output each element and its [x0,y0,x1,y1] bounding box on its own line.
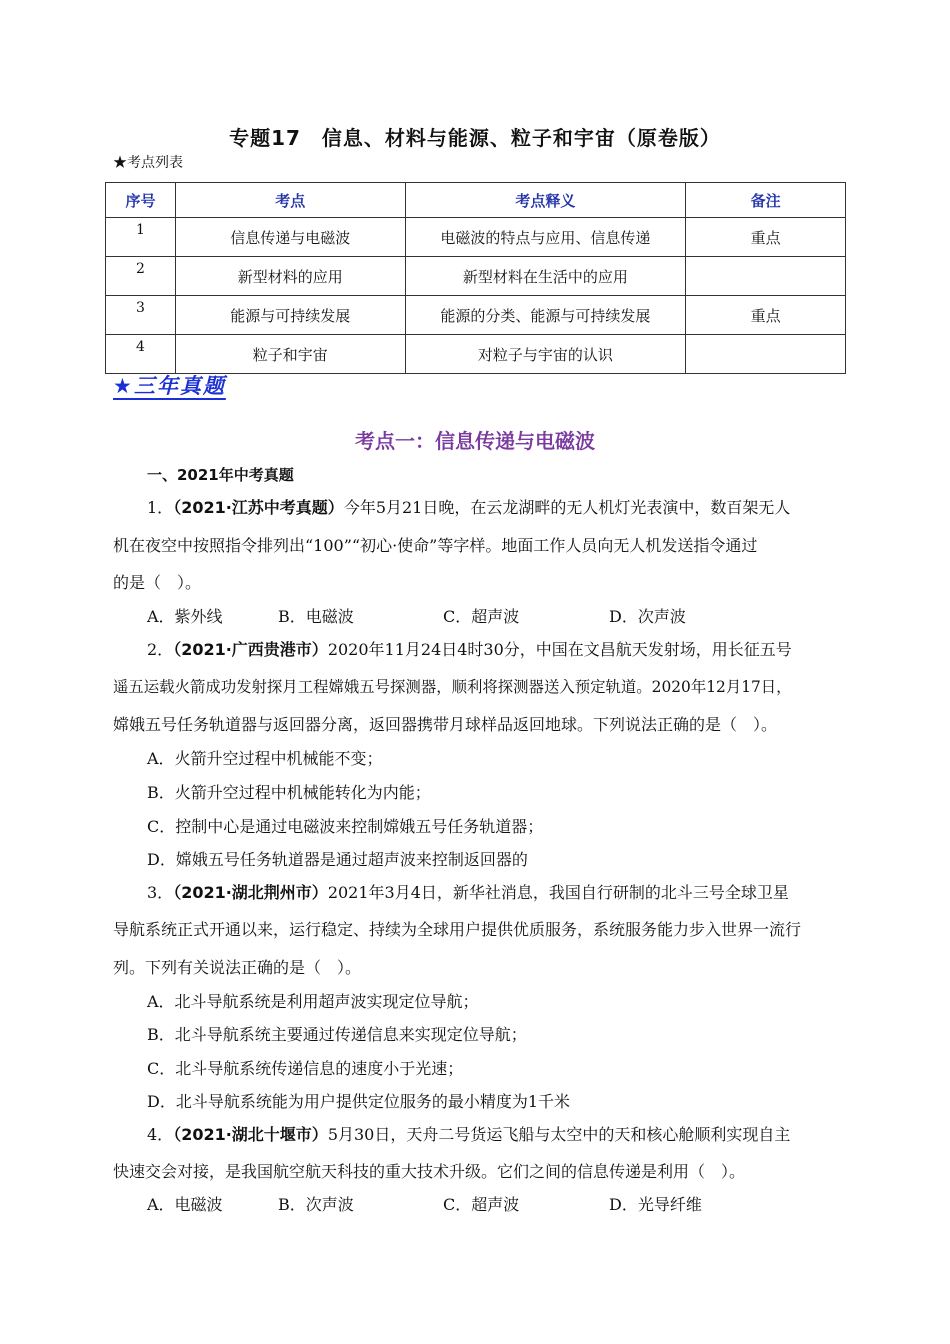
cell-seq: 4 [106,335,176,374]
document-title: 专题17 信息、材料与能源、粒子和宇宙（原卷版） [229,126,721,150]
option-c: C．北斗导航系统传递信息的速度小于光速； [147,1059,464,1078]
option-c: C．控制中心是通过电磁波来控制嫦娥五号任务轨道器； [147,817,544,836]
question-4 [147,1122,790,1145]
option-d: D．次声波 [609,607,686,626]
question-text-line: 导航系统正式开通以来，运行稳定、持续为全球用户提供优质服务，系统服务能力步入世界一流行 [113,920,802,939]
topics-table [105,182,846,374]
option-c: C．超声波 [443,1195,520,1214]
question-text-line: 列。下列有关说法正确的是（ ）。 [113,958,362,977]
question-3 [147,880,789,903]
question-number: 1． [147,498,174,517]
question-2 [147,637,792,660]
option-b: B．次声波 [278,1195,354,1214]
table-row [106,257,846,296]
cell-seq: 3 [106,296,176,335]
question-text-line: 快速交会对接，是我国航空航天科技的重大技术升级。它们之间的信息传递是利用（ ）。 [113,1162,746,1181]
cell-seq: 1 [106,218,176,257]
option-a: A．电磁波 [147,1195,223,1214]
header-topic: 考点 [175,183,405,218]
question-number: 3． [147,883,174,902]
header-explain: 考点释义 [405,183,686,218]
question-text: 今年5月21日晚，在云龙湖畔的无人机灯光表演中，数百架无人 [343,498,791,517]
cell-topic: 粒子和宇宙 [175,335,405,374]
option-b: B．火箭升空过程中机械能转化为内能； [147,783,431,802]
question-number: 4． [147,1125,174,1144]
option-d: D．光导纤维 [609,1195,702,1214]
question-number: 2． [147,640,174,659]
cell-topic: 信息传递与电磁波 [175,218,405,257]
table-header-row [106,183,846,218]
list-label: ★考点列表 [113,155,183,171]
option-a: A．北斗导航系统是利用超声波实现定位导航； [147,992,479,1011]
cell-topic: 能源与可持续发展 [175,296,405,335]
table-row [106,296,846,335]
cell-topic: 新型材料的应用 [175,257,405,296]
question-source: （2021·湖北荆州市） [173,883,328,902]
table-row [106,218,846,257]
question-text-line: 嫦娥五号任务轨道器与返回器分离，返回器携带月球样品返回地球。下列说法正确的是（ ）。 [113,715,778,734]
option-a: A．火箭升空过程中机械能不变； [147,749,383,768]
cell-note: 重点 [686,296,846,335]
question-text: 2021年3月4日，新华社消息，我国自行研制的北斗三号全球卫星 [327,883,789,902]
cell-note: 重点 [686,218,846,257]
question-source: （2021·江苏中考真题） [173,498,344,517]
cell-note [686,257,846,296]
cell-explain: 电磁波的特点与应用、信息传递 [405,218,686,257]
question-text: 2020年11月24日4时30分，中国在文昌航天发射场，用长征五号 [327,640,792,659]
header-note: 备注 [686,183,846,218]
sub-heading: 一、2021年中考真题 [147,466,294,484]
three-year-banner: ★三年真题 [113,374,226,398]
cell-seq: 2 [106,257,176,296]
section-title: 考点一：信息传递与电磁波 [355,429,595,453]
option-d: D．北斗导航系统能为用户提供定位服务的最小精度为1千米 [147,1092,571,1111]
question-source: （2021·湖北十堰市） [173,1125,328,1144]
cell-note [686,335,846,374]
cell-explain: 新型材料在生活中的应用 [405,257,686,296]
question-text: 5月30日，天舟二号货运飞船与太空中的天和核心舱顺利实现自主 [327,1125,791,1144]
cell-explain: 对粒子与宇宙的认识 [405,335,686,374]
option-c: C．超声波 [443,607,520,626]
question-1 [147,495,790,518]
question-text-line: 机在夜空中按照指令排列出“100”“初心·使命”等字样。地面工作人员向无人机发送指令通过 [113,536,758,555]
table-row [106,335,846,374]
option-a: A．紫外线 [147,607,223,626]
option-d: D．嫦娥五号任务轨道器是通过超声波来控制返回器的 [147,850,528,869]
question-text-line: 的是（ ）。 [113,573,202,592]
cell-explain: 能源的分类、能源与可持续发展 [405,296,686,335]
question-source: （2021·广西贵港市） [173,640,328,659]
header-seq: 序号 [106,183,176,218]
option-b: B．电磁波 [278,607,354,626]
option-b: B．北斗导航系统主要通过传递信息来实现定位导航； [147,1025,527,1044]
question-text-line: 遥五运载火箭成功发射探月工程嫦娥五号探测器，顺利将探测器送入预定轨道。2020年12月17日， [113,678,792,696]
